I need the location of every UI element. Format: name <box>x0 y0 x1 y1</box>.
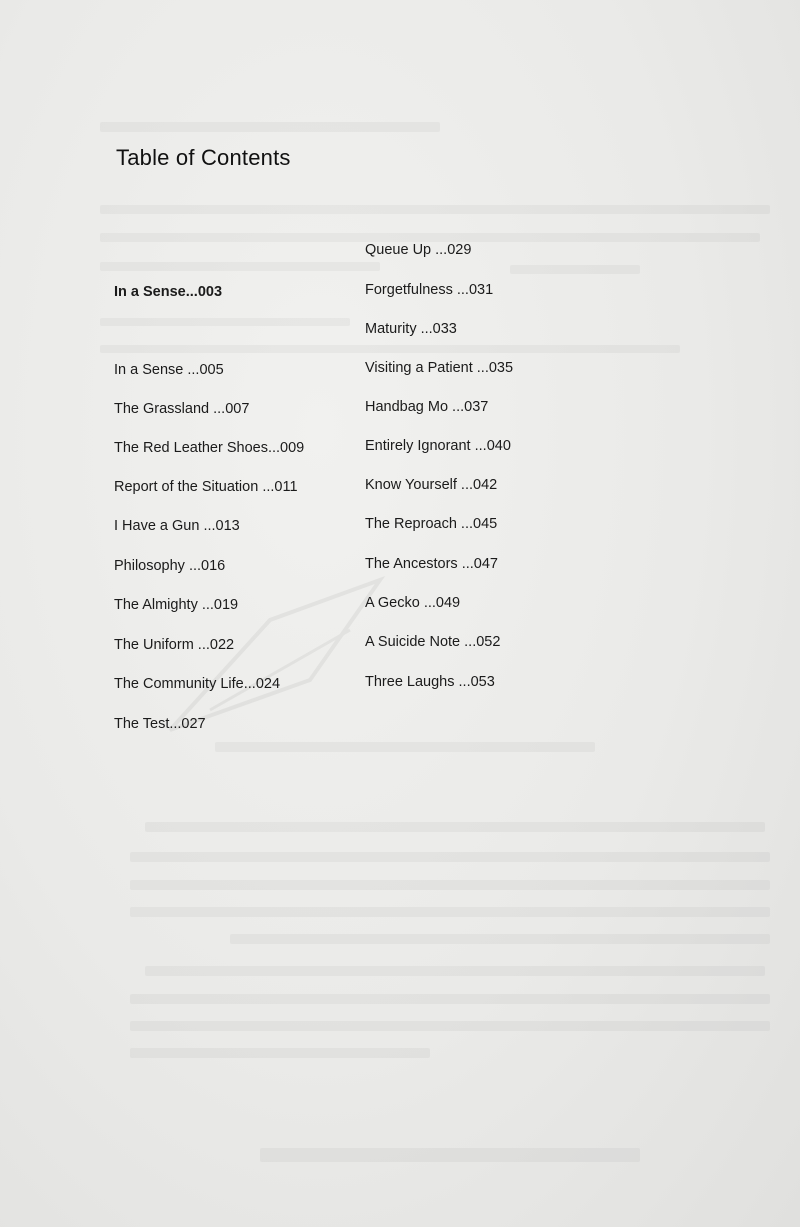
bleed-through-line <box>130 852 770 862</box>
toc-entry: The Red Leather Shoes...009 <box>114 440 305 456</box>
toc-entry: In a Sense...003 <box>114 284 223 300</box>
toc-entry: Maturity ...033 <box>365 321 457 337</box>
bleed-through-line <box>100 262 380 271</box>
toc-entry: The Reproach ...045 <box>365 516 498 532</box>
bleed-through-line <box>145 966 765 976</box>
toc-entry: In a Sense ...005 <box>114 362 224 378</box>
bleed-through-line <box>100 233 760 242</box>
toc-entry: I Have a Gun ...013 <box>114 518 240 534</box>
bleed-through-line <box>130 907 770 917</box>
toc-entry: Report of the Situation ...011 <box>114 479 298 495</box>
toc-entry: The Ancestors ...047 <box>365 556 498 572</box>
bleed-through-line <box>145 822 765 832</box>
bleed-through-line <box>100 122 440 132</box>
toc-entry: The Uniform ...022 <box>114 637 235 653</box>
toc-entry: Forgetfulness ...031 <box>365 282 494 298</box>
bleed-through-line <box>260 1148 640 1162</box>
bleed-through-line <box>130 1048 430 1058</box>
bleed-through-line <box>130 1021 770 1031</box>
bleed-through-line <box>510 265 640 274</box>
watermark-icon <box>150 560 400 770</box>
bleed-through-line <box>100 205 770 214</box>
toc-entry: The Test...027 <box>114 716 206 732</box>
toc-entry: The Community Life...024 <box>114 676 281 692</box>
toc-entry: The Grassland ...007 <box>114 401 250 417</box>
toc-entry: Three Laughs ...053 <box>365 674 495 690</box>
bleed-through-line <box>100 345 680 353</box>
bleed-through-line <box>100 318 350 326</box>
bleed-through-line <box>230 934 770 944</box>
toc-entry: Handbag Mo ...037 <box>365 399 489 415</box>
toc-entry: A Gecko ...049 <box>365 595 461 611</box>
bleed-through-line <box>130 880 770 890</box>
toc-entry: Visiting a Patient ...035 <box>365 360 514 376</box>
toc-entry: Philosophy ...016 <box>114 558 226 574</box>
toc-entry: Know Yourself ...042 <box>365 477 498 493</box>
toc-entry: Queue Up ...029 <box>365 242 472 258</box>
toc-entry: Entirely Ignorant ...040 <box>365 438 511 454</box>
toc-entry: The Almighty ...019 <box>114 597 239 613</box>
bleed-through-line <box>130 994 770 1004</box>
toc-entry: A Suicide Note ...052 <box>365 634 501 650</box>
page-title: Table of Contents <box>116 145 291 170</box>
